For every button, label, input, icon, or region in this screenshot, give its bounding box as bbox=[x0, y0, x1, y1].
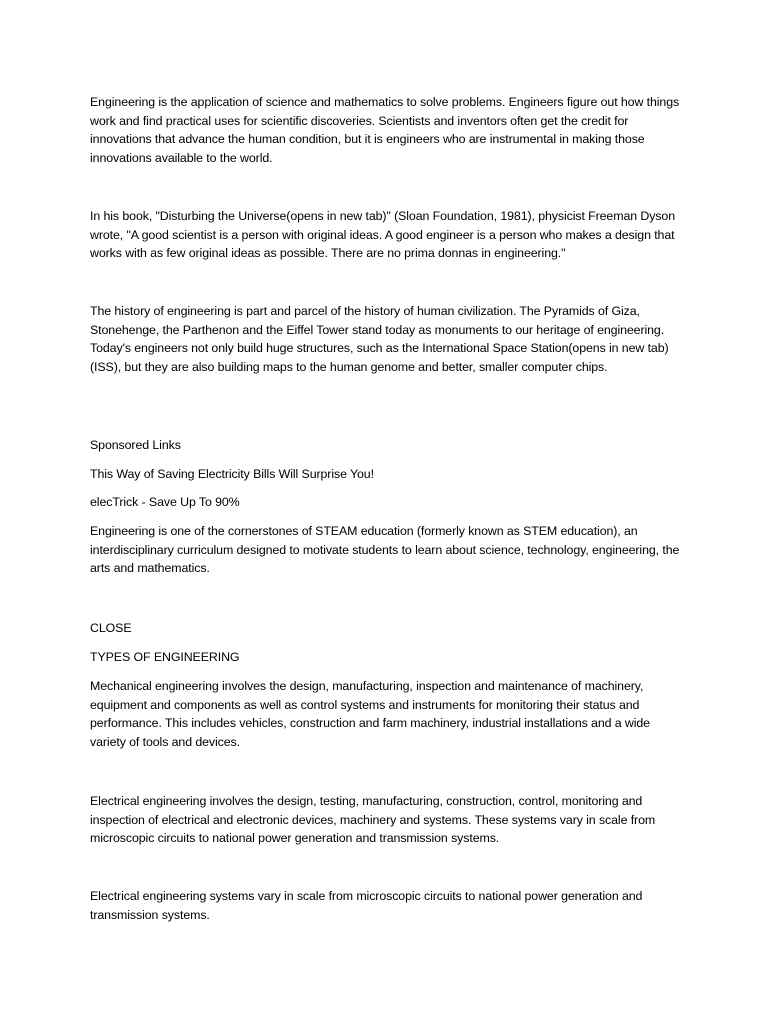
close-label[interactable]: CLOSE bbox=[90, 621, 132, 635]
paragraph-history: The history of engineering is part and parcel of the history of human civilization. The Pyramids of Giza, Stonehenge, the Parthenon and the Eiffel Tower stand today as monuments to our heritage of engineering. Today's engineers not only build huge structures, such as the International Space Station(opens in new tab) (ISS), but they are also building maps to the human genome and better, smaller computer chips. bbox=[90, 304, 669, 374]
sponsored-links-heading: Sponsored Links bbox=[90, 438, 181, 452]
sponsored-link-source[interactable]: elecTrick - Save Up To 90% bbox=[90, 495, 240, 509]
sponsored-link[interactable]: This Way of Saving Electricity Bills Will Surprise You! bbox=[90, 467, 374, 481]
paragraph-mechanical: Mechanical engineering involves the design, manufacturing, inspection and maintenance of machinery, equipment and components as well as control systems and instruments for monitoring their status and performance. This includes vehicles, construction and farm machinery, industrial installations and a wide variety of tools and devices. bbox=[90, 679, 650, 749]
paragraph-steam: Engineering is one of the cornerstones of STEAM education (formerly known as STEM education), an interdisciplinary curriculum designed to motivate students to learn about science, technology, engineering, the arts and mathematics. bbox=[90, 524, 680, 576]
paragraph-electrical: Electrical engineering involves the design, testing, manufacturing, construction, control, monitoring and inspection of electrical and electronic devices, machinery and systems. These systems vary in scale from microscopic circuits to national power generation and transmission systems. bbox=[90, 794, 656, 846]
section-heading-types: TYPES OF ENGINEERING bbox=[90, 650, 240, 664]
paragraph-dyson-quote: In his book, "Disturbing the Universe(opens in new tab)" (Sloan Foundation, 1981), physicist Freeman Dyson wrote, "A good scientist is a person with original ideas. A good engineer is a person who makes a design that works with as few original ideas as possible. There are no prima donnas in engineering." bbox=[90, 209, 675, 261]
paragraph-electrical-scale: Electrical engineering systems vary in scale from microscopic circuits to national power generation and transmission systems. bbox=[90, 889, 643, 922]
paragraph-intro: Engineering is the application of science and mathematics to solve problems. Engineers figure out how things work and find practical uses for scientific discoveries. Scientists and inventors often get the credit for innovations that advance the human condition, but it is engineers who are instrumental in making those innovations available to the world. bbox=[90, 95, 680, 165]
